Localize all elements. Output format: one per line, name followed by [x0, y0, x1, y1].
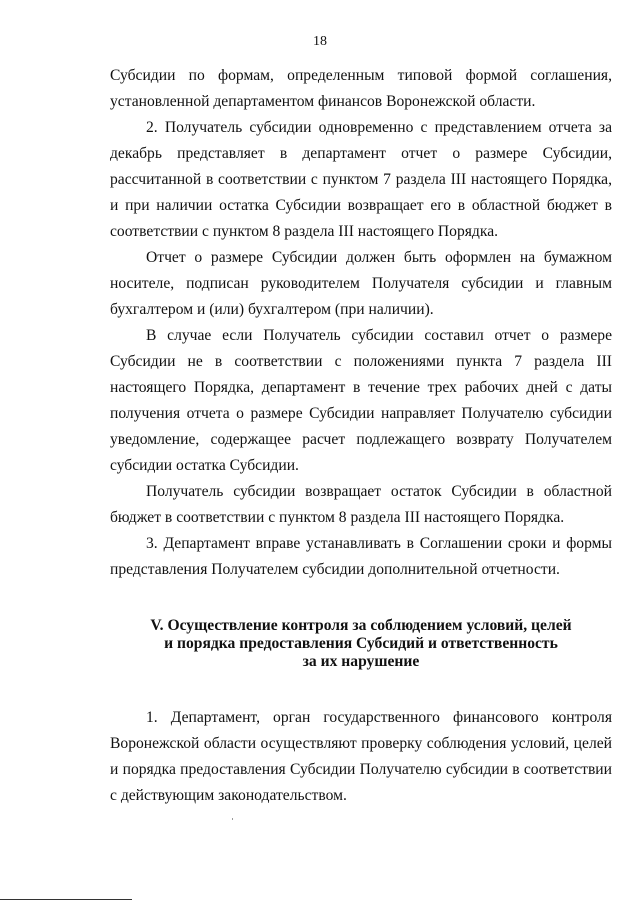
- document-body: [110, 63, 612, 809]
- footer-rule: [0, 899, 132, 900]
- paragraph-section5-item-1: 1. Департамент, орган государственного финансового контроля Воронежской области осуществляют проверку соблюдения условий, целей и порядка предоставления Субсидии Получателю субсидии в соответствии с действующим законодательством.: [110, 709, 612, 804]
- paragraph-item-2: 2. Получатель субсидии одновременно с представлением отчета за декабрь представляет в департамент отчет о размере Субсидии, рассчитанной в соответствии с пунктом 7 раздела III настоящего Порядка, и при наличии остатка Субсидии возвращает его в областной бюджет в соответствии с пунктом 8 раздела III настоящего Порядка.: [110, 119, 612, 240]
- section-heading-line-3: за их нарушение: [302, 653, 420, 670]
- page-number: 18: [313, 34, 327, 49]
- section-heading-line-2: и порядка предоставления Субсидий и ответственность: [164, 635, 558, 652]
- paragraph-report-noncompliance: В случае если Получатель субсидии составил отчет о размере Субсидии не в соответствии с положениями пункта 7 раздела III настоящего Порядка, департамент в течение трех рабочих дней с даты получения отчета о размере Субсидии направляет Получателю субсидии уведомление, содержащее расчет подлежащего возврату Получателем субсидии остатка Субсидии.: [110, 327, 612, 474]
- paragraph-item-3: 3. Департамент вправе устанавливать в Соглашении сроки и формы представления Получателем субсидии дополнительной отчетности.: [110, 535, 612, 578]
- scan-artifact: [232, 818, 233, 820]
- paragraph-return-remainder: Получатель субсидии возвращает остаток Субсидии в областной бюджет в соответствии с пунктом 8 раздела III настоящего Порядка.: [110, 483, 612, 526]
- paragraph-continuation: Субсидии по формам, определенным типовой формой соглашения, установленной департаментом финансов Воронежской области.: [110, 67, 612, 110]
- section-heading: [110, 617, 612, 671]
- section-heading-line-1: V. Осуществление контроля за соблюдением условий, целей: [150, 617, 572, 634]
- paragraph-report-format: Отчет о размере Субсидии должен быть оформлен на бумажном носителе, подписан руководителем Получателя субсидии и главным бухгалтером и (или) бухгалтером (при наличии).: [110, 249, 612, 318]
